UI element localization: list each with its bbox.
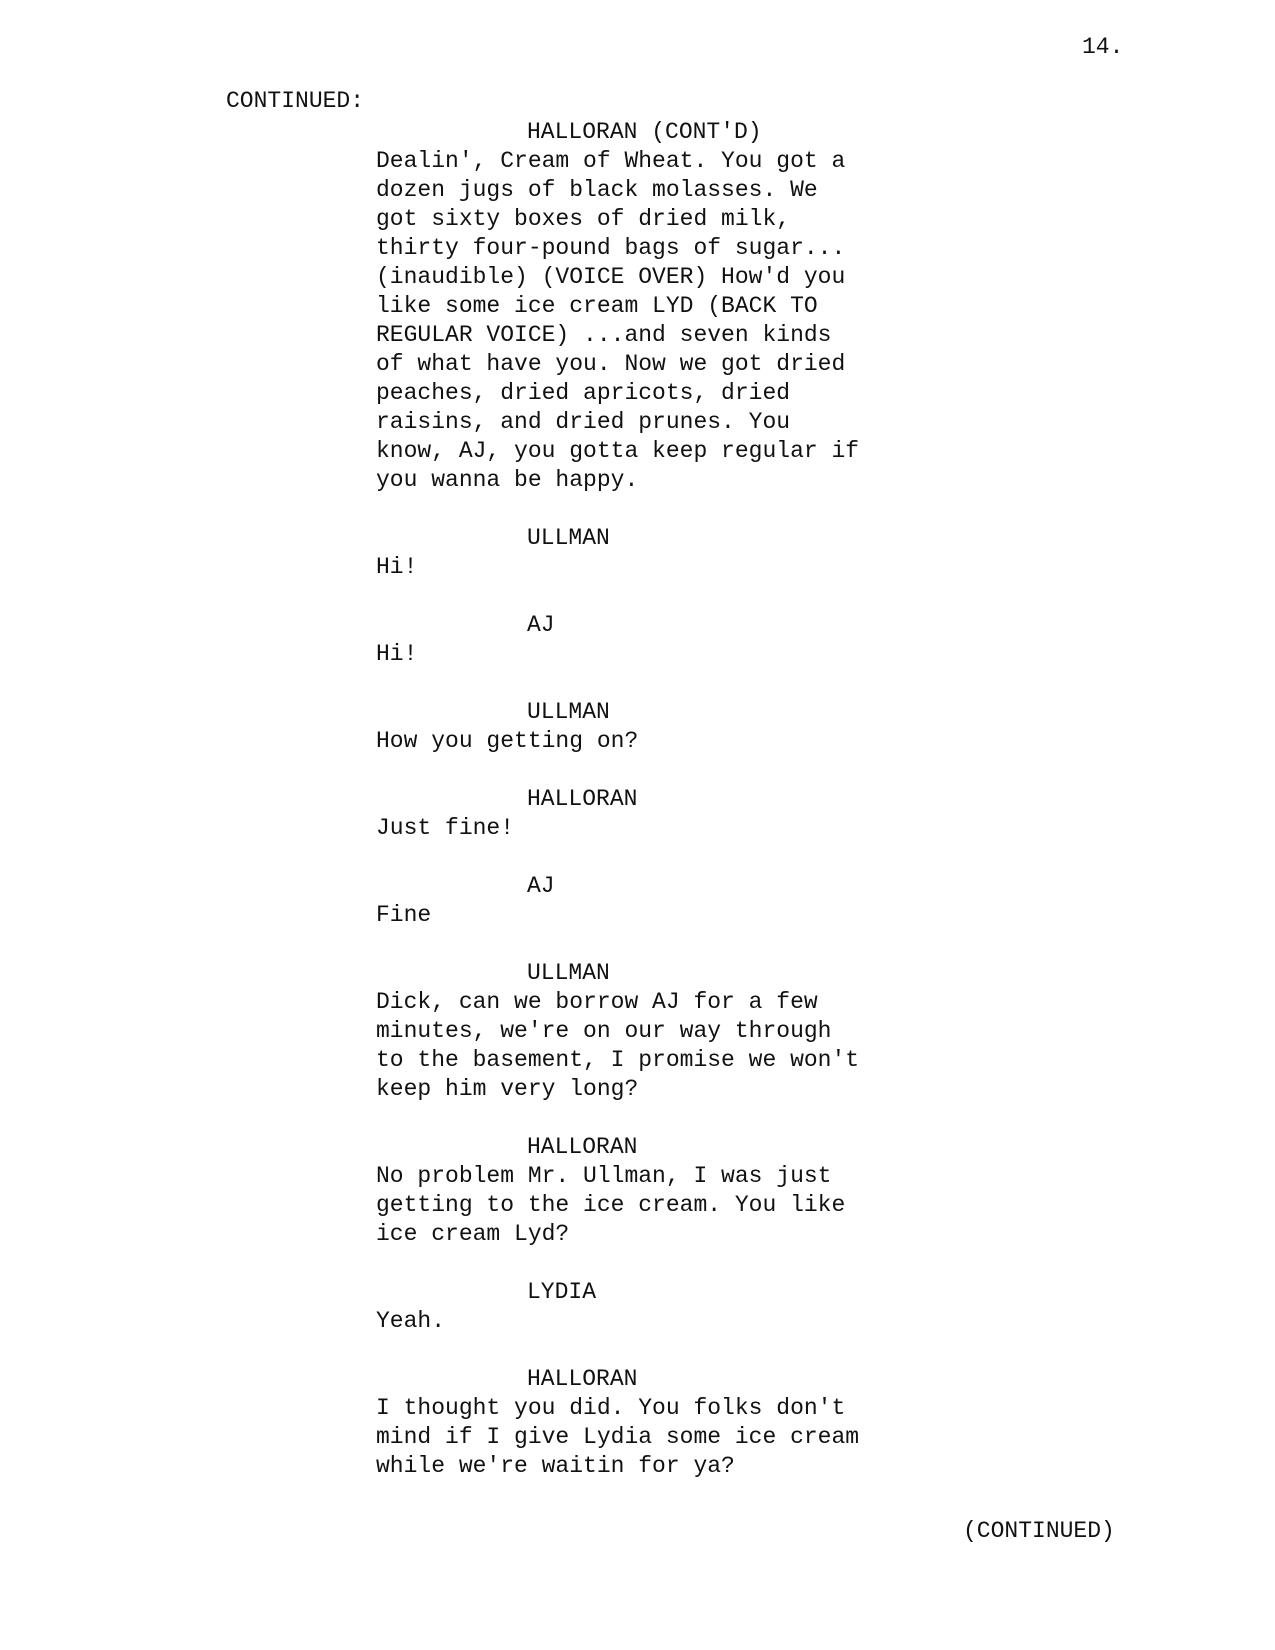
dialogue-block [376, 872, 936, 930]
character-name: LYDIA [527, 1279, 597, 1305]
dialogue-line: getting to the ice cream. You like [376, 1192, 846, 1218]
character-name: HALLORAN [527, 1366, 638, 1392]
script-body [376, 118, 936, 1510]
dialogue-block [376, 611, 936, 669]
dialogue-line: Yeah. [376, 1308, 446, 1334]
dialogue-block [376, 1365, 936, 1481]
continued-footer: (CONTINUED) [963, 1518, 1115, 1544]
dialogue-line: thirty four-pound bags of sugar... [376, 235, 846, 261]
character-name: ULLMAN [527, 525, 610, 551]
dialogue-line: got sixty boxes of dried milk, [376, 206, 791, 232]
page-number: 14. [1082, 34, 1124, 60]
dialogue-line: know, AJ, you gotta keep regular if [376, 438, 860, 464]
dialogue-line: Dealin', Cream of Wheat. You got a [376, 148, 846, 174]
dialogue-line: of what have you. Now we got dried [376, 351, 846, 377]
character-name: HALLORAN [527, 786, 638, 812]
dialogue-line: minutes, we're on our way through [376, 1018, 832, 1044]
dialogue-line: Dick, can we borrow AJ for a few [376, 989, 818, 1015]
dialogue-block [376, 959, 936, 1104]
character-name: HALLORAN [527, 1134, 638, 1160]
character-name: HALLORAN (CONT'D) [527, 119, 762, 145]
dialogue-line: to the basement, I promise we won't [376, 1047, 860, 1073]
dialogue-line: ice cream Lyd? [376, 1221, 570, 1247]
character-name: AJ [527, 873, 555, 899]
dialogue-line: REGULAR VOICE) ...and seven kinds [376, 322, 832, 348]
dialogue-block [376, 524, 936, 582]
dialogue-line: Hi! [376, 641, 418, 667]
character-name: ULLMAN [527, 699, 610, 725]
dialogue-line: while we're waitin for ya? [376, 1453, 735, 1479]
dialogue-line: dozen jugs of black molasses. We [376, 177, 818, 203]
dialogue-block [376, 118, 936, 495]
dialogue-line: raisins, and dried prunes. You [376, 409, 791, 435]
dialogue-line: Fine [376, 902, 432, 928]
dialogue-line: (inaudible) (VOICE OVER) How'd you [376, 264, 846, 290]
dialogue-line: like some ice cream LYD (BACK TO [376, 293, 818, 319]
character-name: ULLMAN [527, 960, 610, 986]
dialogue-line: No problem Mr. Ullman, I was just [376, 1163, 832, 1189]
dialogue-block [376, 1133, 936, 1249]
dialogue-line: mind if I give Lydia some ice cream [376, 1424, 860, 1450]
dialogue-line: How you getting on? [376, 728, 639, 754]
dialogue-block [376, 698, 936, 756]
dialogue-line: Hi! [376, 554, 418, 580]
dialogue-line: Just fine! [376, 815, 515, 841]
continued-header: CONTINUED: [226, 88, 365, 114]
character-name: AJ [527, 612, 555, 638]
dialogue-line: you wanna be happy. [376, 467, 639, 493]
dialogue-line: I thought you did. You folks don't [376, 1395, 846, 1421]
dialogue-line: peaches, dried apricots, dried [376, 380, 791, 406]
dialogue-block [376, 785, 936, 843]
dialogue-line: keep him very long? [376, 1076, 639, 1102]
dialogue-block [376, 1278, 936, 1336]
